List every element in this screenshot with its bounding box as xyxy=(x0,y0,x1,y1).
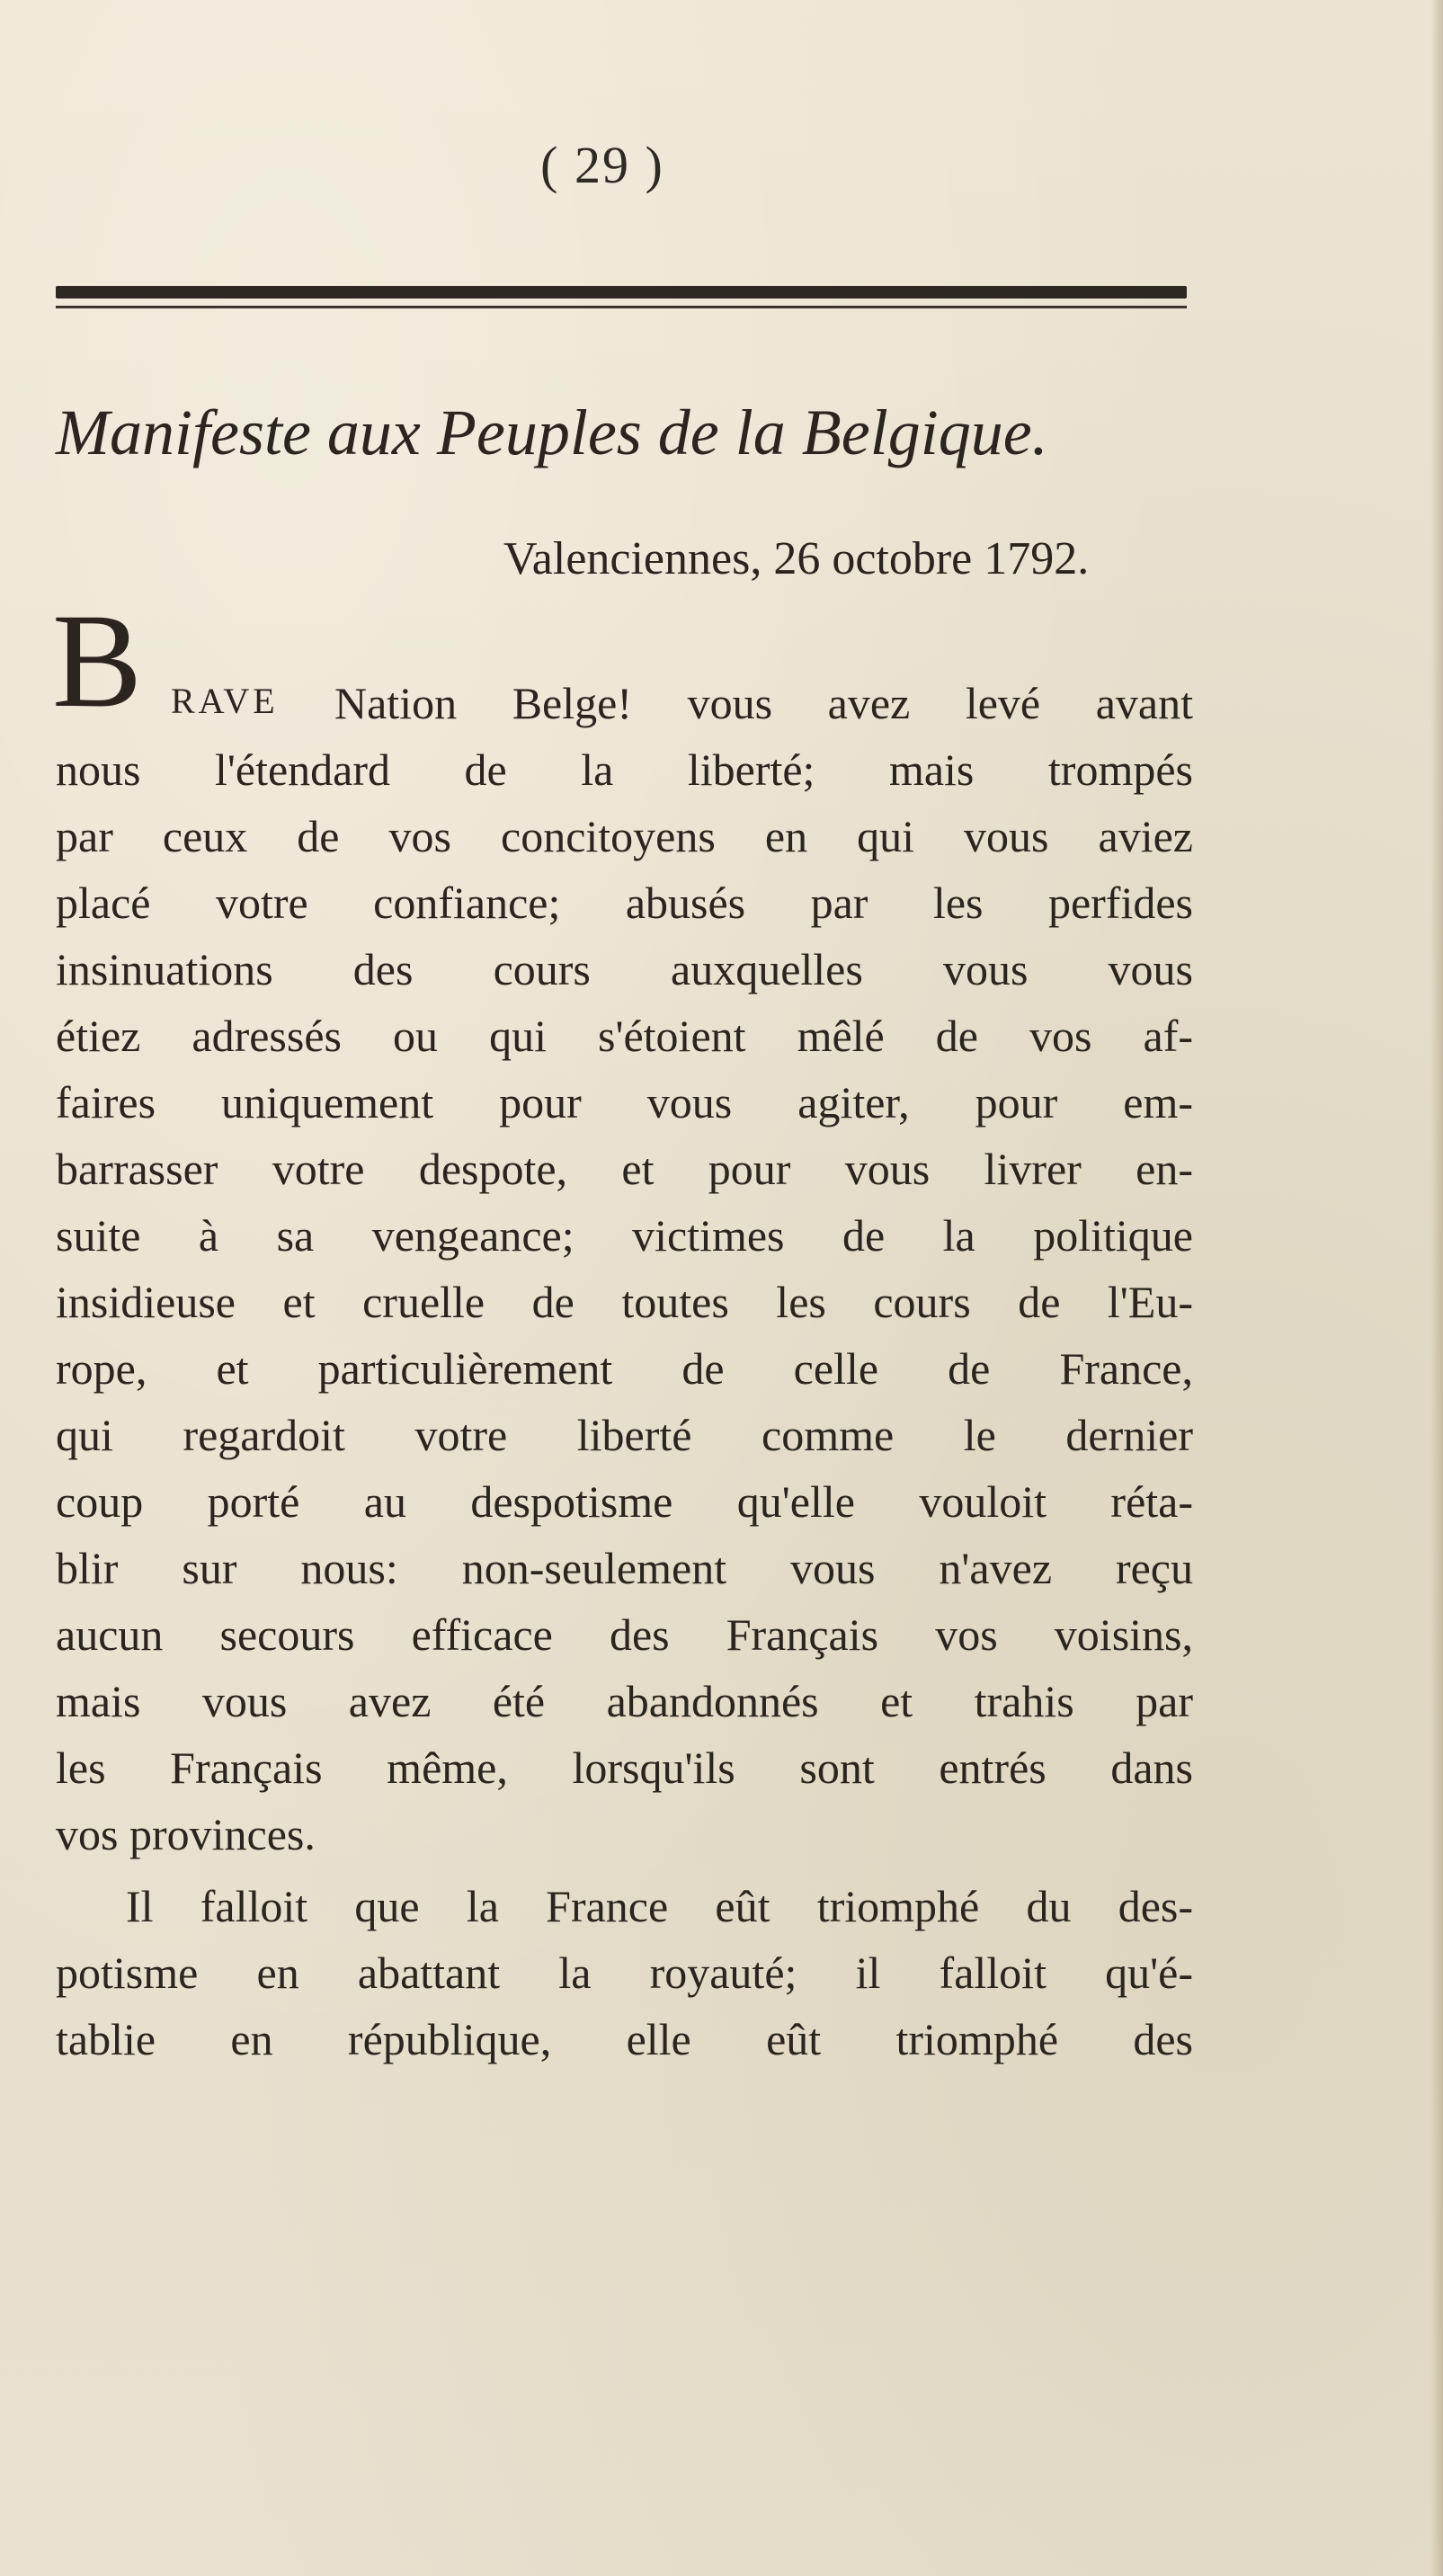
text-line: potisme en abattant la royauté; il falloit qu'é- xyxy=(56,1948,1193,1998)
text-line: blir sur nous: non-seulement vous n'avez reçu xyxy=(56,1543,1193,1593)
text-line: mais vous avez été abandonnés et trahis par xyxy=(56,1676,1193,1726)
text-line: tablie en république, elle eût triomphé des xyxy=(56,2014,1193,2064)
header-rule-thick xyxy=(56,286,1187,299)
text-line: nous l'étendard de la liberté; mais trompés xyxy=(56,744,1193,795)
text-line: rope, et particulièrement de celle de France, xyxy=(56,1343,1193,1394)
text-line: insinuations des cours auxquelles vous vous xyxy=(56,944,1193,994)
document-title: Manifeste aux Peuples de la Belgique. xyxy=(56,397,1048,468)
text-line: faires uniquement pour vous agiter, pour em- xyxy=(56,1077,1193,1128)
text-line: placé votre confiance; abusés par les perfides xyxy=(56,878,1193,928)
text-line: suite à sa vengeance; victimes de la politique xyxy=(56,1210,1193,1261)
text-line: barrasser votre despote, et pour vous livrer en- xyxy=(56,1144,1193,1194)
text-line: qui regardoit votre liberté comme le dernier xyxy=(56,1410,1193,1460)
text-line: par ceux de vos concitoyens en qui vous aviez xyxy=(56,811,1193,861)
opening-small-caps: RAVE xyxy=(171,681,279,721)
text-line: étiez adressés ou qui s'étoient mêlé de vos af- xyxy=(56,1011,1193,1061)
drop-cap: B xyxy=(52,586,143,735)
text-line: Nation Belge! vous avez levé avant xyxy=(334,678,1193,728)
page-number: ( 29 ) xyxy=(540,136,664,194)
header-rule-thin xyxy=(56,306,1187,308)
text-line: insidieuse et cruelle de toutes les cours de l'Eu- xyxy=(56,1277,1193,1327)
text-line: Il falloit que la France eût triomphé du des- xyxy=(126,1881,1193,1931)
dateline: Valenciennes, 26 octobre 1792. xyxy=(503,533,1090,584)
text-line: vos provinces. xyxy=(56,1809,316,1859)
text-line: les Français même, lorsqu'ils sont entrés dans xyxy=(56,1743,1193,1793)
text-line: coup porté au despotisme qu'elle vouloit réta- xyxy=(56,1476,1193,1527)
page-edge-shadow xyxy=(1430,0,1443,2576)
text-line: aucun secours efficace des Français vos voisins, xyxy=(56,1609,1193,1660)
